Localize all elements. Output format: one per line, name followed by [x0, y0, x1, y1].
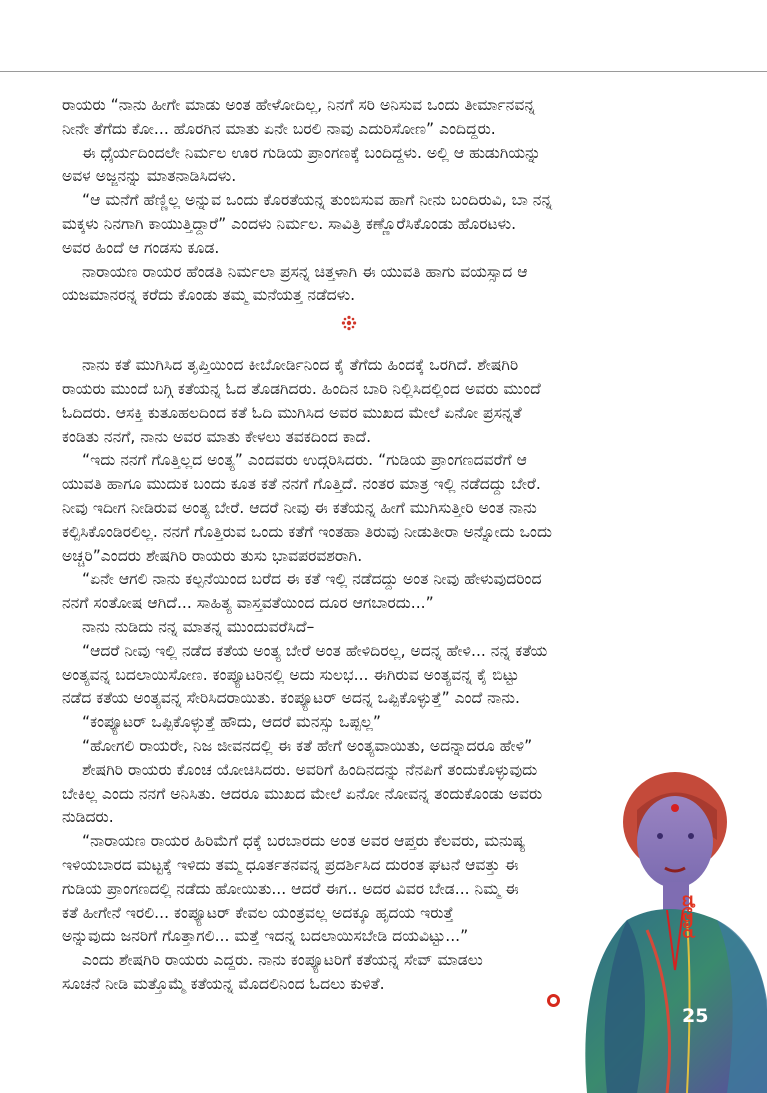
text-line: ಕಲ್ಪಿಸಿಕೊಂಡಿರಲಿಲ್ಲ. ನನಗೆ ಗೊತ್ತಿರುವ ಒಂದು ಕತೆಗೆ ಇಂತಹಾ ತಿರುವು ನೀಡುತೀರಾ ಅನ್ನೋದು ಒಂದು: [62, 522, 552, 541]
text-line: ಬೇಕಿಲ್ಲ ಎಂದು ನನಗೆ ಅನಿಸಿತು. ಆದರೂ ಮುಖದ ಮೇಲೆ ಏನೋ ನೋವನ್ನ ತಂದುಕೊಂಡು ಅವರು: [62, 784, 543, 803]
text-line: ಗುಡಿಯ ಪ್ರಾಂಗಣದಲ್ಲಿ ನಡೆದು ಹೋಯಿತು... ಆದರೆ ಈಗ.. ಅದರ ವಿವರ ಬೇಡ... ನಿಮ್ಮ ಈ: [62, 879, 519, 898]
text-line: ಇಳಿಯಬಾರದ ಮಟ್ಟಕ್ಕೆ ಇಳಿದು ತಮ್ಮ ಧೂರ್ತತನವನ್ನ ಪ್ರದರ್ಶಿಸಿದ ದುರಂತ ಘಟನೆ ಆವತ್ತು ಈ: [62, 855, 519, 874]
text-line: ನನಗೆ ಸಂತೋಷ ಆಗಿದೆ... ಸಾಹಿತ್ಯ ವಾಸ್ತವತೆಯಿಂದ ದೂರ ಆಗಬಾರದು...”: [62, 594, 434, 613]
text-line: ನಾನು ನುಡಿದು ನನ್ನ ಮಾತನ್ನ ಮುಂದುವರೆಸಿದೆ–: [82, 617, 315, 636]
text-line: ರಾಯರು “ನಾನು ಹೀಗೇ ಮಾಡು ಅಂತ ಹೇಳೋದಿಲ್ಲ, ನಿನಗೆ ಸರಿ ಅನಿಸುವ ಒಂದು ತೀರ್ಮಾನವನ್ನ: [62, 96, 536, 114]
text-line: ನೀವು ಇದೀಗ ನೀಡಿರುವ ಅಂತ್ಯ ಬೇರೆ. ಆದರೆ ನೀವು ಈ ಕತೆಯನ್ನ ಹೀಗೆ ಮುಗಿಸುತ್ತೀರಿ ಅಂತ ನಾನು: [62, 498, 537, 517]
text-line: ನಡೆದ ಕತೆಯ ಅಂತ್ಯವನ್ನ ಸೇರಿಸಿದರಾಯಿತು. ಕಂಪ್ಯೂಟರ್ ಅದನ್ನ ಒಪ್ಪಿಕೊಳ್ಳುತ್ತೆ” ಎಂದೆ ನಾನು.: [62, 689, 520, 708]
text-line: ಓದಿದರು. ಆಸಕ್ತಿ ಕುತೂಹಲದಿಂದ ಕತೆ ಓದಿ ಮುಗಿಸಿದ ಅವರ ಮುಖದ ಮೇಲೆ ಏನೋ ಪ್ರಸನ್ನತೆ: [62, 403, 522, 422]
text-line: “ಏನೇ ಆಗಲಿ ನಾನು ಕಲ್ಪನೆಯಿಂದ ಬರೆದ ಈ ಕತೆ ಇಲ್ಲಿ ನಡೆದದ್ದು ಅಂತ ನೀವು ಹೇಳುವುದರಿಂದ: [82, 570, 542, 589]
text-line: ಶೇಷಗಿರಿ ರಾಯರು ಕೊಂಚ ಯೋಚಿಸಿದರು. ಅವರಿಗೆ ಹಿಂದಿನದನ್ನು ನೆನಪಿಗೆ ತಂದುಕೊಳ್ಳುವುದು: [82, 760, 538, 779]
text-line: ಕಂಡಿತು ನನಗೆ, ನಾನು ಅವರ ಮಾತು ಕೇಳಲು ತವಕದಿಂದ ಕಾದೆ.: [62, 427, 372, 446]
text-line: ಎಂದು ಶೇಷಗಿರಿ ರಾಯರು ಎದ್ದರು. ನಾನು ಕಂಪ್ಯೂಟರಿಗೆ ಕತೆಯನ್ನ ಸೇವ್ ಮಾಡಲು: [82, 951, 483, 970]
text-line: ಅವರ ಹಿಂದೆ ಆ ಗಂಡಸು ಕೂಡ.: [62, 238, 220, 257]
paragraph-section-2: [62, 354, 642, 997]
page-number: 25: [682, 1005, 709, 1027]
text-line: “ಇದು ನನಗೆ ಗೊತ್ತಿಲ್ಲದ ಅಂತ್ಯ” ಎಂದವರು ಉದ್ಗರಿಸಿದರು. “ಗುಡಿಯ ಪ್ರಾಂಗಣದವರೆಗೆ ಆ: [82, 451, 527, 470]
text-line: ನಾರಾಯಣ ರಾಯರ ಹೆಂಡತಿ ನಿರ್ಮಲಾ ಪ್ರಸನ್ನ ಚಿತ್ತಳಾಗಿ ಈ ಯುವತಿ ಹಾಗು ವಯಸ್ಸಾದ ಆ: [82, 262, 528, 281]
top-rule: [0, 71, 767, 72]
section-divider: [62, 308, 642, 346]
woman-illustration: [567, 770, 767, 1093]
text-line: “ಹೋಗಲಿ ರಾಯರೇ, ನಿಜ ಜೀವನದಲ್ಲಿ ಈ ಕತೆ ಹೇಗೆ ಅಂತ್ಯವಾಯಿತು, ಅದನ್ನಾದರೂ ಹೇಳಿ”: [82, 736, 533, 755]
text-line: ನೀನೇ ತೆಗೆದು ಕೋ... ಹೊರಗಿನ ಮಾತು ಏನೇ ಬರಲಿ ನಾವು ಎದುರಿಸೋಣ” ಎಂದಿದ್ದರು.: [62, 119, 496, 138]
text-line: ಮಕ್ಕಳು ನಿನಗಾಗಿ ಕಾಯುತ್ತಿದ್ದಾರೆ” ಎಂದಳು ನಿರ್ಮಲ. ಸಾವಿತ್ರಿ ಕಣ್ಣೊರೆಸಿಕೊಂಡು ಹೊರಟಳು.: [62, 214, 517, 233]
text-line: ಅವಳ ಅಜ್ಜನನ್ನು ಮಾತನಾಡಿಸಿದಳು.: [62, 167, 237, 186]
text-line: ಅಂತ್ಯವನ್ನ ಬದಲಾಯಿಸೋಣ. ಕಂಪ್ಯೂಟರಿನಲ್ಲಿ ಅದು ಸುಲಭ... ಈಗಿರುವ ಅಂತ್ಯವನ್ನ ಕೈ ಬಿಟ್ಟು: [62, 665, 519, 684]
text-line: ಕತೆ ಹೀಗೇನೆ ಇರಲಿ... ಕಂಪ್ಯೂಟರ್ ಕೇವಲ ಯಂತ್ರವಲ್ಲ ಅದಕ್ಕೂ ಹೃದಯ ಇರುತ್ತೆ: [62, 903, 454, 922]
side-tag: ದೇಶಾರ: [678, 895, 699, 939]
text-line: “ಆ ಮನೆಗೆ ಹೆಣ್ಣಿಲ್ಲ ಅನ್ನುವ ಒಂದು ಕೊರತೆಯನ್ನ ತುಂಬಿಸುವ ಹಾಗೆ ನೀನು ಬಂದಿರುವಿ, ಬಾ ನನ್ನ: [82, 191, 553, 210]
article-body: [62, 94, 642, 997]
flower-ornament-icon: [341, 315, 357, 331]
ring-bullet-icon: [547, 994, 560, 1007]
text-line: ಯಜಮಾನರನ್ನ ಕರೆದು ಕೊಂಡು ತಮ್ಮ ಮನೆಯತ್ತ ನಡೆದಳು.: [62, 286, 356, 305]
text-line: ಸೂಚನೆ ನೀಡಿ ಮತ್ತೊಮ್ಮೆ ಕತೆಯನ್ನ ಮೊದಲಿನಿಂದ ಓದಲು ಕುಳಿತೆ.: [62, 974, 385, 993]
text-line: ಅನ್ನುವುದು ಜನರಿಗೆ ಗೊತ್ತಾಗಲಿ... ಮತ್ತೆ ಇದನ್ನ ಬದಲಾಯಿಸಬೇಡಿ ದಯವಿಟ್ಟು...”: [62, 927, 469, 946]
text-line: ರಾಯರು ಮುಂದೆ ಬಗ್ಗಿ ಕತೆಯನ್ನ ಓದ ತೊಡಗಿದರು. ಹಿಂದಿನ ಬಾರಿ ನಿಲ್ಲಿಸಿದಲ್ಲಿಂದ ಅವರು ಮುಂದೆ: [62, 379, 541, 398]
text-line: “ನಾರಾಯಣ ರಾಯರ ಹಿರಿಮೆಗೆ ಧಕ್ಕೆ ಬರಬಾರದು ಅಂತ ಅವರ ಆಪ್ತರು ಕೆಲವರು, ಮನುಷ್ಯ: [82, 832, 526, 851]
text-line: “ಕಂಪ್ಯೂಟರ್ ಒಪ್ಪಿಕೊಳ್ಳುತ್ತೆ ಹೌದು, ಆದರೆ ಮನಸ್ಸು ಒಪ್ಪಲ್ಲ”: [82, 713, 381, 732]
text-line: “ಆದರೆ ನೀವು ಇಲ್ಲಿ ನಡೆದ ಕತೆಯ ಅಂತ್ಯ ಬೇರೆ ಅಂತ ಹೇಳಿದಿರಲ್ಲ, ಅದನ್ನ ಹೇಳಿ... ನನ್ನ ಕತೆಯ: [82, 641, 548, 660]
paragraph-section-1: [62, 94, 642, 308]
text-line: ಯುವತಿ ಹಾಗೂ ಮುದುಕ ಬಂದು ಕೂತ ಕತೆ ನನಗೆ ಗೊತ್ತಿದೆ. ನಂತರ ಮಾತ್ರ ಇಲ್ಲಿ ನಡೆದದ್ದು ಬೇರೆ.: [62, 475, 541, 494]
text-line: ಅಚ್ಚರಿ”ಎಂದರು ಶೇಷಗಿರಿ ರಾಯರು ತುಸು ಭಾವಪರವಶರಾಗಿ.: [62, 546, 363, 565]
text-line: ನಾನು ಕತೆ ಮುಗಿಸಿದ ತೃಪ್ತಿಯಿಂದ ಕೀಬೋರ್ಡಿನಿಂದ ಕೈ ತೆಗೆದು ಹಿಂದಕ್ಕೆ ಒರಗಿದೆ. ಶೇಷಗಿರಿ: [82, 356, 519, 375]
text-line: ನುಡಿದರು.: [62, 808, 114, 827]
text-line: ಈ ಧೈರ್ಯದಿಂದಲೇ ನಿರ್ಮಲ ಊರ ಗುಡಿಯ ಪ್ರಾಂಗಣಕ್ಕೆ ಬಂದಿದ್ದಳು. ಅಲ್ಲಿ ಆ ಹುಡುಗಿಯನ್ನು: [82, 143, 541, 162]
